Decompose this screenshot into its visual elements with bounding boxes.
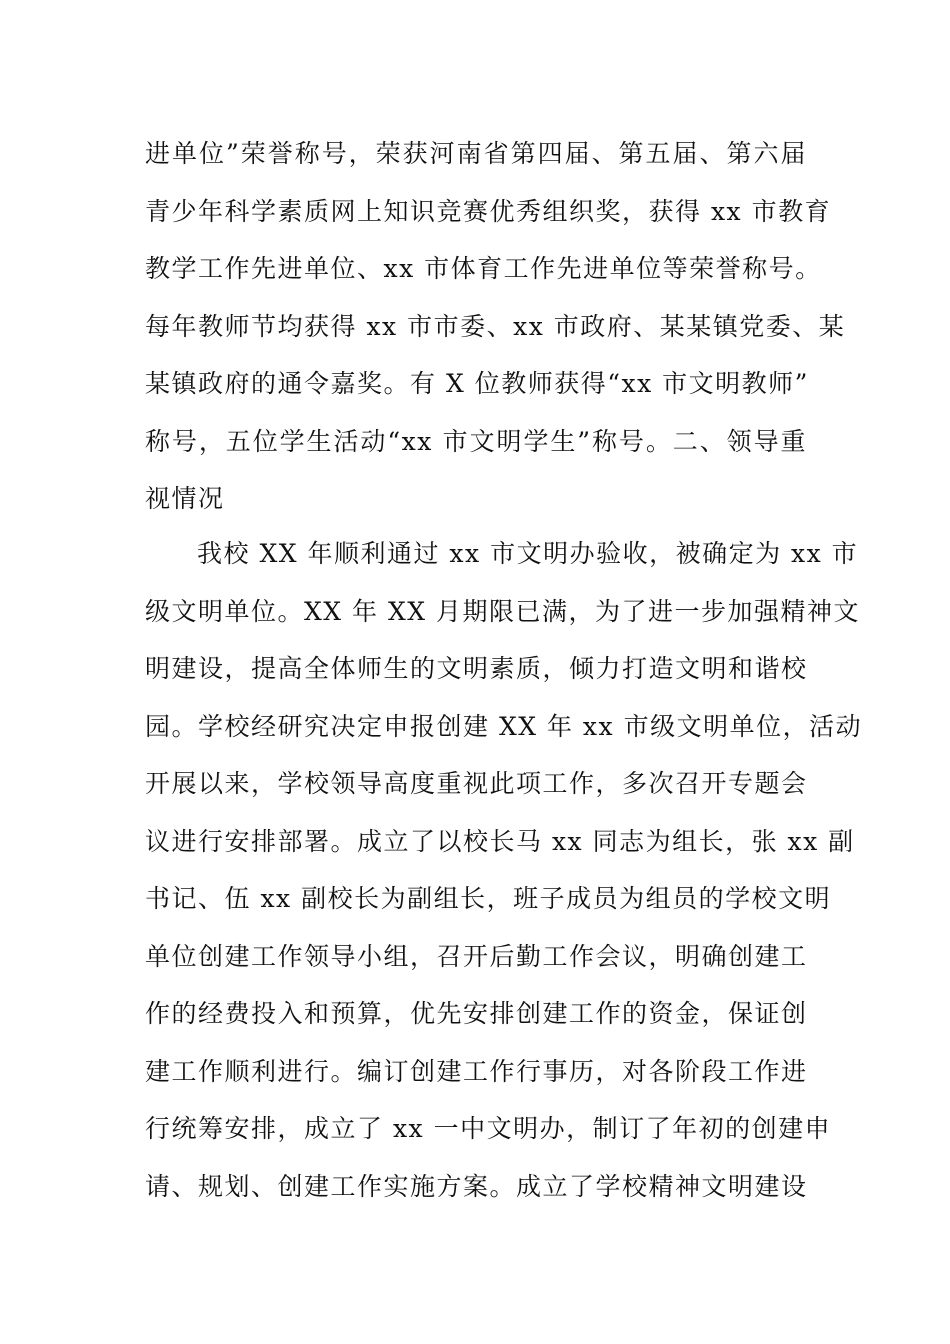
text-line: 视情况	[145, 484, 225, 513]
text-line: 称号，五位学生活动“xx 市文明学生”称号。二、领导重	[145, 426, 807, 456]
text-line: 级文明单位。XX 年 XX 月期限已满，为了进一步加强精神文	[145, 596, 861, 626]
text-line: 进单位”荣誉称号，荣获河南省第四届、第五届、第六届	[145, 139, 807, 168]
text-line: 教学工作先进单位、xx 市体育工作先进单位等荣誉称号。	[145, 254, 822, 283]
text-line: 议进行安排部署。成立了以校长马 xx 同志为组长，张 xx 副	[145, 826, 855, 856]
text-line: 作的经费投入和预算，优先安排创建工作的资金，保证创	[145, 999, 808, 1028]
paragraph-honors-and-leadership	[145, 125, 846, 528]
text-line: 行统筹安排，成立了 xx 一中文明办，制订了年初的创建申	[145, 1114, 832, 1143]
text-line: 我校 XX 年顺利通过 xx 市文明办验收，被确定为 xx 市	[197, 539, 859, 568]
text-line: 明建设，提高全体师生的文明素质，倾力打造文明和谐校	[145, 654, 808, 683]
text-line: 开展以来，学校领导高度重视此项工作，多次召开专题会	[145, 769, 808, 798]
text-line: 园。学校经研究决定申报创建 XX 年 xx 市级文明单位，活动	[145, 711, 863, 741]
text-line: 某镇政府的通令嘉奖。有 X 位教师获得“xx 市文明教师”	[145, 369, 809, 398]
text-line: 书记、伍 xx 副校长为副组长，班子成员为组员的学校文明	[145, 884, 832, 913]
text-line	[145, 1215, 807, 1273]
paragraph-civilized-unit-creation	[145, 525, 863, 1273]
text-line: 建工作顺利进行。编订创建工作行事历，对各阶段工作进	[145, 1056, 808, 1086]
text-line: 每年教师节均获得 xx 市市委、xx 市政府、某某镇党委、某	[145, 311, 846, 341]
text-line: 请、规划、创建工作实施方案。成立了学校精神文明建设	[145, 1171, 808, 1201]
text-line: 青少年科学素质网上知识竞赛优秀组织奖，获得 xx 市教育	[145, 196, 832, 226]
text-line: 单位创建工作领导小组，召开后勤工作会议，明确创建工	[145, 941, 808, 971]
